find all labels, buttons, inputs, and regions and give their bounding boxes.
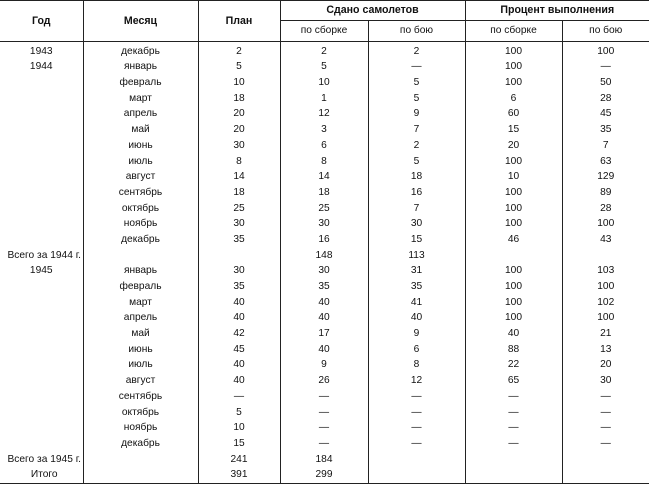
table-row xyxy=(0,217,649,233)
cell-year xyxy=(0,358,83,374)
cell-month: январь xyxy=(83,60,198,76)
cell-delivered-assembly: 25 xyxy=(280,201,368,217)
cell-delivered-combat: 7 xyxy=(368,201,465,217)
cell-year xyxy=(0,170,83,186)
cell-year xyxy=(0,122,83,138)
cell-percent-assembly xyxy=(465,452,562,468)
cell-delivered-assembly: 2 xyxy=(280,42,368,60)
cell-percent-assembly: 65 xyxy=(465,373,562,389)
cell-delivered-assembly: 40 xyxy=(280,295,368,311)
cell-year xyxy=(0,201,83,217)
cell-month: март xyxy=(83,295,198,311)
cell-delivered-assembly: 12 xyxy=(280,107,368,123)
header-delivered: Сдано самолетов xyxy=(280,1,465,21)
cell-percent-combat: 63 xyxy=(562,154,649,170)
cell-percent-assembly: 100 xyxy=(465,264,562,280)
cell-percent-assembly: 15 xyxy=(465,122,562,138)
cell-delivered-assembly: — xyxy=(280,421,368,437)
cell-month: декабрь xyxy=(83,42,198,60)
cell-month: апрель xyxy=(83,107,198,123)
cell-delivered-assembly: 10 xyxy=(280,75,368,91)
cell-plan: 35 xyxy=(198,279,280,295)
table-row xyxy=(0,264,649,280)
cell-year xyxy=(0,91,83,107)
cell-percent-combat: 50 xyxy=(562,75,649,91)
cell-percent-assembly: 100 xyxy=(465,75,562,91)
cell-month: декабрь xyxy=(83,232,198,248)
cell-delivered-assembly: 18 xyxy=(280,185,368,201)
cell-delivered-assembly: 6 xyxy=(280,138,368,154)
cell-year: 1943 xyxy=(29,45,53,57)
cell-delivered-combat: 12 xyxy=(368,373,465,389)
cell-delivered-assembly: 184 xyxy=(280,452,368,468)
cell-percent-combat: 100 xyxy=(562,42,649,60)
cell-delivered-assembly: 35 xyxy=(280,279,368,295)
cell-year xyxy=(0,373,83,389)
table-row xyxy=(0,405,649,421)
table-row xyxy=(0,91,649,107)
cell-delivered-assembly: 5 xyxy=(280,60,368,76)
cell-percent-assembly: 10 xyxy=(465,170,562,186)
table-row xyxy=(0,373,649,389)
cell-delivered-combat: 5 xyxy=(368,75,465,91)
cell-plan: 18 xyxy=(198,91,280,107)
cell-percent-combat: 43 xyxy=(562,232,649,248)
cell-percent-assembly: 100 xyxy=(465,201,562,217)
cell-delivered-combat xyxy=(368,468,465,484)
cell-plan: 8 xyxy=(198,154,280,170)
cell-delivered-assembly: 299 xyxy=(280,468,368,484)
cell-percent-assembly: 6 xyxy=(465,91,562,107)
cell-year xyxy=(0,75,83,91)
cell-delivered-assembly: — xyxy=(280,436,368,452)
cell-delivered-assembly: 1 xyxy=(280,91,368,107)
header-delivered-assembly: по сборке xyxy=(280,21,368,42)
cell-year xyxy=(0,185,83,201)
table-row xyxy=(0,342,649,358)
table-row xyxy=(0,389,649,405)
cell-percent-assembly: — xyxy=(465,421,562,437)
cell-month: март xyxy=(83,91,198,107)
cell-month: май xyxy=(83,122,198,138)
cell-percent-combat: 30 xyxy=(562,373,649,389)
table-row xyxy=(0,60,649,76)
cell-delivered-combat: — xyxy=(368,389,465,405)
cell-delivered-assembly: 17 xyxy=(280,326,368,342)
cell-percent-assembly: — xyxy=(465,436,562,452)
cell-month: июнь xyxy=(83,342,198,358)
cell-plan: 391 xyxy=(198,468,280,484)
cell-percent-assembly: 40 xyxy=(465,326,562,342)
cell-month: август xyxy=(83,170,198,186)
cell-percent-assembly: 88 xyxy=(465,342,562,358)
cell-year xyxy=(0,138,83,154)
cell-delivered-combat: — xyxy=(368,436,465,452)
cell-year xyxy=(0,389,83,405)
cell-delivered-assembly: 9 xyxy=(280,358,368,374)
cell-delivered-combat: 9 xyxy=(368,326,465,342)
cell-delivered-combat: 6 xyxy=(368,342,465,358)
cell-year xyxy=(0,342,83,358)
cell-plan: 20 xyxy=(198,122,280,138)
cell-percent-combat xyxy=(562,248,649,264)
cell-delivered-assembly: 40 xyxy=(280,342,368,358)
cell-percent-combat: — xyxy=(562,421,649,437)
cell-delivered-assembly: — xyxy=(280,389,368,405)
cell-plan: 35 xyxy=(198,232,280,248)
cell-percent-assembly: 100 xyxy=(465,311,562,327)
cell-percent-assembly: 22 xyxy=(465,358,562,374)
cell-percent-combat: 28 xyxy=(562,201,649,217)
cell-plan: 2 xyxy=(198,42,280,60)
cell-year xyxy=(0,421,83,437)
cell-month: январь xyxy=(83,264,198,280)
cell-plan: 45 xyxy=(198,342,280,358)
total-row xyxy=(0,248,649,264)
cell-month: сентябрь xyxy=(83,185,198,201)
cell-plan: 30 xyxy=(198,264,280,280)
cell-percent-assembly: 100 xyxy=(465,185,562,201)
table-row xyxy=(0,295,649,311)
cell-delivered-assembly: 30 xyxy=(280,217,368,233)
cell-year xyxy=(0,107,83,123)
cell-delivered-combat: 18 xyxy=(368,170,465,186)
cell-year: 1945 xyxy=(29,265,53,277)
cell-year: 1944 xyxy=(29,61,53,73)
cell-year xyxy=(0,436,83,452)
cell-plan: 18 xyxy=(198,185,280,201)
cell-plan xyxy=(198,248,280,264)
cell-plan: 30 xyxy=(198,217,280,233)
cell-plan: 40 xyxy=(198,311,280,327)
table-row xyxy=(0,326,649,342)
cell-month: апрель xyxy=(83,311,198,327)
cell-percent-combat: — xyxy=(562,389,649,405)
cell-percent-assembly: 20 xyxy=(465,138,562,154)
cell-delivered-combat: — xyxy=(368,405,465,421)
cell-percent-assembly: 100 xyxy=(465,154,562,170)
total-label: Всего за 1945 г. xyxy=(7,453,81,465)
cell-percent-combat: 20 xyxy=(562,358,649,374)
cell-delivered-combat: 5 xyxy=(368,91,465,107)
cell-plan: 40 xyxy=(198,373,280,389)
table-body xyxy=(0,42,649,484)
cell-percent-combat xyxy=(562,452,649,468)
table-row xyxy=(0,75,649,91)
cell-percent-combat: 103 xyxy=(562,264,649,280)
table-row xyxy=(0,107,649,123)
table-row xyxy=(0,42,649,60)
table-row xyxy=(0,201,649,217)
cell-percent-combat: 129 xyxy=(562,170,649,186)
cell-month: ноябрь xyxy=(83,217,198,233)
cell-delivered-combat xyxy=(368,452,465,468)
cell-percent-assembly: — xyxy=(465,389,562,405)
cell-month: октябрь xyxy=(83,201,198,217)
cell-plan: 25 xyxy=(198,201,280,217)
cell-plan: 40 xyxy=(198,295,280,311)
cell-plan: — xyxy=(198,389,280,405)
table-row xyxy=(0,232,649,248)
cell-delivered-assembly: 40 xyxy=(280,311,368,327)
cell-percent-combat: — xyxy=(562,60,649,76)
cell-percent-assembly: 100 xyxy=(465,42,562,60)
cell-delivered-combat: 31 xyxy=(368,264,465,280)
cell-delivered-combat: 40 xyxy=(368,311,465,327)
cell-delivered-assembly: — xyxy=(280,405,368,421)
cell-month: июнь xyxy=(83,138,198,154)
cell-month: ноябрь xyxy=(83,421,198,437)
cell-delivered-assembly: 26 xyxy=(280,373,368,389)
cell-month: декабрь xyxy=(83,436,198,452)
cell-percent-assembly xyxy=(465,248,562,264)
cell-month: февраль xyxy=(83,75,198,91)
header-month: Месяц xyxy=(83,1,198,42)
cell-percent-combat: — xyxy=(562,405,649,421)
cell-delivered-combat: 15 xyxy=(368,232,465,248)
total-label: Итого xyxy=(0,468,83,484)
header-year: Год xyxy=(0,1,83,42)
total-row xyxy=(0,452,649,468)
cell-plan: 5 xyxy=(198,60,280,76)
cell-percent-combat: 45 xyxy=(562,107,649,123)
cell-year xyxy=(0,154,83,170)
table-row xyxy=(0,358,649,374)
cell-percent-assembly: — xyxy=(465,405,562,421)
cell-delivered-assembly: 16 xyxy=(280,232,368,248)
cell-delivered-assembly: 3 xyxy=(280,122,368,138)
cell-plan: 20 xyxy=(198,107,280,123)
cell-month xyxy=(83,468,198,484)
cell-plan: 14 xyxy=(198,170,280,186)
table-row xyxy=(0,138,649,154)
header-percent: Процент выполнения xyxy=(465,1,649,21)
cell-month: май xyxy=(83,326,198,342)
table-row xyxy=(0,170,649,186)
cell-plan: 10 xyxy=(198,75,280,91)
cell-delivered-combat: 41 xyxy=(368,295,465,311)
cell-plan: 10 xyxy=(198,421,280,437)
cell-month xyxy=(83,248,198,264)
cell-delivered-assembly: 30 xyxy=(280,264,368,280)
cell-month: сентябрь xyxy=(83,389,198,405)
cell-delivered-combat: 2 xyxy=(368,42,465,60)
cell-percent-assembly: 100 xyxy=(465,295,562,311)
header-delivered-combat: по бою xyxy=(368,21,465,42)
cell-year xyxy=(0,326,83,342)
total-row xyxy=(0,468,649,484)
cell-delivered-combat: — xyxy=(368,421,465,437)
cell-year xyxy=(0,405,83,421)
total-label: Всего за 1944 г. xyxy=(7,249,81,261)
cell-plan: 241 xyxy=(198,452,280,468)
cell-delivered-assembly: 148 xyxy=(280,248,368,264)
cell-percent-combat: 89 xyxy=(562,185,649,201)
cell-percent-assembly: 100 xyxy=(465,217,562,233)
cell-delivered-combat: 9 xyxy=(368,107,465,123)
header-percent-assembly: по сборке xyxy=(465,21,562,42)
cell-percent-combat: — xyxy=(562,436,649,452)
cell-percent-combat: 100 xyxy=(562,217,649,233)
cell-percent-combat xyxy=(562,468,649,484)
cell-percent-assembly: 46 xyxy=(465,232,562,248)
cell-percent-assembly xyxy=(465,468,562,484)
table-row xyxy=(0,279,649,295)
cell-plan: 40 xyxy=(198,358,280,374)
cell-plan: 42 xyxy=(198,326,280,342)
table-row xyxy=(0,185,649,201)
table-row xyxy=(0,436,649,452)
cell-percent-combat: 100 xyxy=(562,279,649,295)
table-header xyxy=(0,1,649,42)
cell-month: июль xyxy=(83,154,198,170)
cell-delivered-assembly: 14 xyxy=(280,170,368,186)
cell-delivered-combat: 16 xyxy=(368,185,465,201)
cell-percent-combat: 28 xyxy=(562,91,649,107)
cell-year xyxy=(0,279,83,295)
cell-percent-assembly: 100 xyxy=(465,60,562,76)
cell-percent-assembly: 60 xyxy=(465,107,562,123)
cell-percent-combat: 100 xyxy=(562,311,649,327)
table-row xyxy=(0,311,649,327)
table-row xyxy=(0,122,649,138)
cell-delivered-combat: 8 xyxy=(368,358,465,374)
cell-month: октябрь xyxy=(83,405,198,421)
cell-percent-assembly: 100 xyxy=(465,279,562,295)
cell-plan: 5 xyxy=(198,405,280,421)
cell-delivered-combat: 7 xyxy=(368,122,465,138)
table-row xyxy=(0,421,649,437)
cell-delivered-combat: 30 xyxy=(368,217,465,233)
cell-month: август xyxy=(83,373,198,389)
cell-delivered-combat: 2 xyxy=(368,138,465,154)
cell-percent-combat: 35 xyxy=(562,122,649,138)
header-plan: План xyxy=(198,1,280,42)
cell-percent-combat: 13 xyxy=(562,342,649,358)
cell-year xyxy=(0,217,83,233)
cell-year xyxy=(0,232,83,248)
cell-percent-combat: 102 xyxy=(562,295,649,311)
cell-year xyxy=(0,311,83,327)
cell-delivered-assembly: 8 xyxy=(280,154,368,170)
cell-month: июль xyxy=(83,358,198,374)
cell-plan: 30 xyxy=(198,138,280,154)
cell-month: февраль xyxy=(83,279,198,295)
cell-delivered-combat: 113 xyxy=(368,248,465,264)
cell-delivered-combat: 35 xyxy=(368,279,465,295)
cell-month xyxy=(83,452,198,468)
cell-plan: 15 xyxy=(198,436,280,452)
table-row xyxy=(0,154,649,170)
cell-percent-combat: 7 xyxy=(562,138,649,154)
cell-year xyxy=(0,295,83,311)
header-percent-combat: по бою xyxy=(562,21,649,42)
cell-percent-combat: 21 xyxy=(562,326,649,342)
cell-delivered-combat: — xyxy=(368,60,465,76)
cell-delivered-combat: 5 xyxy=(368,154,465,170)
